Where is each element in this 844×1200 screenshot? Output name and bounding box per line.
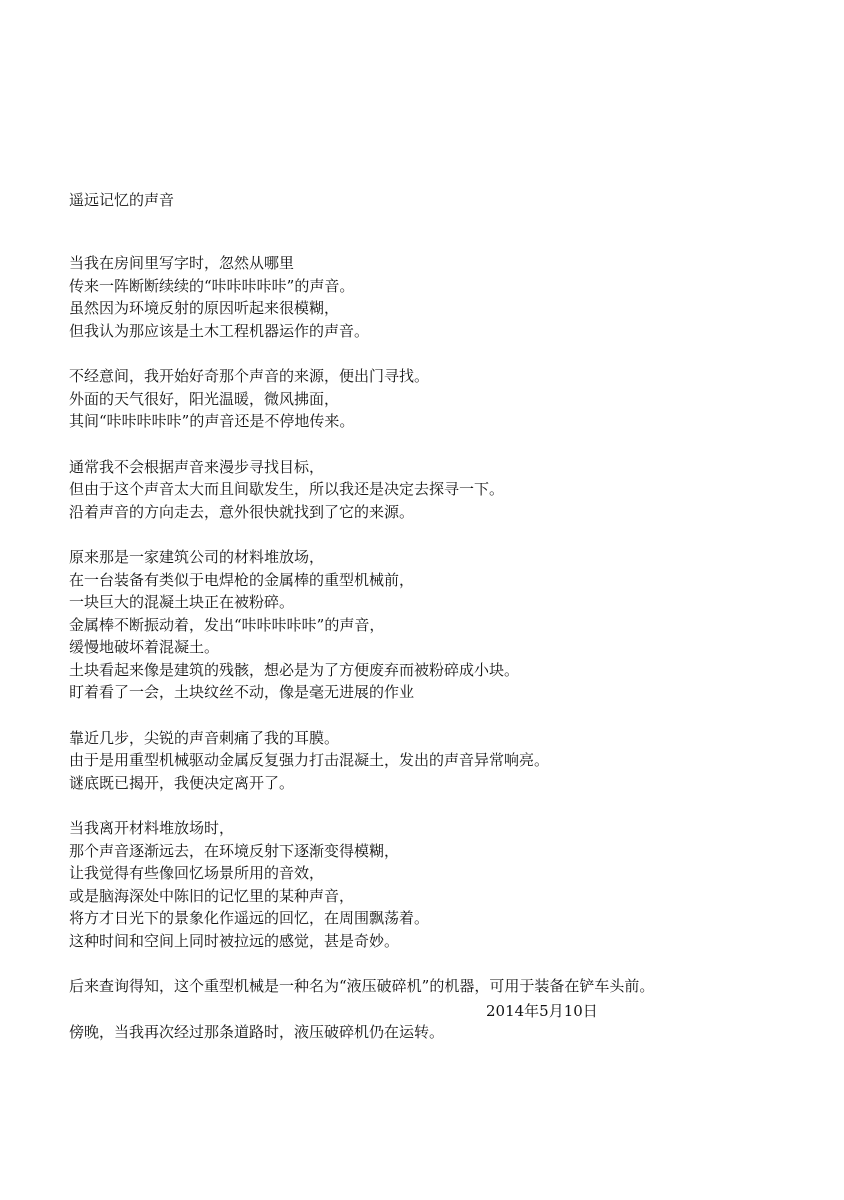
text-line: 盯着看了一会，土块纹丝不动，像是毫无进展的作业 [69,683,415,701]
paragraph-8 [69,1021,829,1044]
text-line: 但我认为那应该是土木工程机器运作的声音。 [69,321,370,340]
document-body [69,252,829,1066]
text-line: 沿着声音的方向走去，意外很快就找到了它的来源。 [69,502,415,521]
document-title: 遥远记忆的声音 [69,191,175,209]
text-line: 将方才日光下的景象化作遥远的回忆，在周围飘荡着。 [69,909,430,927]
text-line: 在一台装备有类似于电焊枪的金属棒的重型机械前， [69,570,415,589]
paragraph-3 [69,456,829,524]
paragraph-6 [69,817,829,952]
paragraph-7 [69,975,829,998]
text-line: 不经意间，我开始好奇那个声音的来源，便出门寻找。 [69,367,430,385]
text-line: 靠近几步，尖锐的声音刺痛了我的耳膜。 [69,728,340,747]
paragraph-2 [69,365,829,433]
text-line: 外面的天气很好，阳光温暖，微风拂面， [69,389,340,408]
text-line: 土块看起来像是建筑的残骸，想必是为了方便废弃而被粉碎成小块。 [69,660,520,679]
text-line: 原来那是一家建筑公司的材料堆放场， [69,548,325,566]
text-line: 这种时间和空间上同时被拉远的感觉，甚是奇妙。 [69,931,400,950]
text-line: 当我离开材料堆放场时， [69,819,235,837]
paragraph-4 [69,546,829,704]
text-line: 缓慢地破坏着混凝土。 [69,638,220,656]
text-line: 让我觉得有些像回忆场景所用的音效， [69,864,325,882]
text-line: 通常我不会根据声音来漫步寻找目标， [69,457,325,476]
text-line: 传来一阵断断续续的“咔咔咔咔咔”的声音。 [69,276,355,295]
document-date: 2014年5月10日 [486,1002,598,1020]
paragraph-5 [69,727,829,795]
text-line: 当我在房间里写字时，忽然从哪里 [69,254,295,272]
text-line: 一块巨大的混凝土块正在被粉碎。 [69,593,295,611]
text-line: 谜底既已揭开，我便决定离开了。 [69,773,295,792]
text-line: 由于是用重型机械驱动金属反复强力打击混凝土，发出的声音异常响亮。 [69,751,550,769]
text-line: 傍晚，当我再次经过那条道路时，液压破碎机仍在运转。 [69,1022,445,1041]
text-line: 金属棒不断振动着，发出“咔咔咔咔咔”的声音， [69,615,385,634]
text-line: 其间“咔咔咔咔咔”的声音还是不停地传来。 [69,412,355,430]
text-line: 或是脑海深处中陈旧的记忆里的某种声音， [69,886,355,905]
text-line: 那个声音逐渐远去，在环境反射下逐渐变得模糊， [69,841,400,860]
text-line: 虽然因为环境反射的原因听起来很模糊， [69,299,340,317]
text-line: 后来查询得知，这个重型机械是一种名为“液压破碎机”的机器，可用于装备在铲车头前。 [69,977,655,995]
text-line: 但由于这个声音太大而且间歇发生，所以我还是决定去探寻一下。 [69,480,505,498]
paragraph-1 [69,252,829,342]
